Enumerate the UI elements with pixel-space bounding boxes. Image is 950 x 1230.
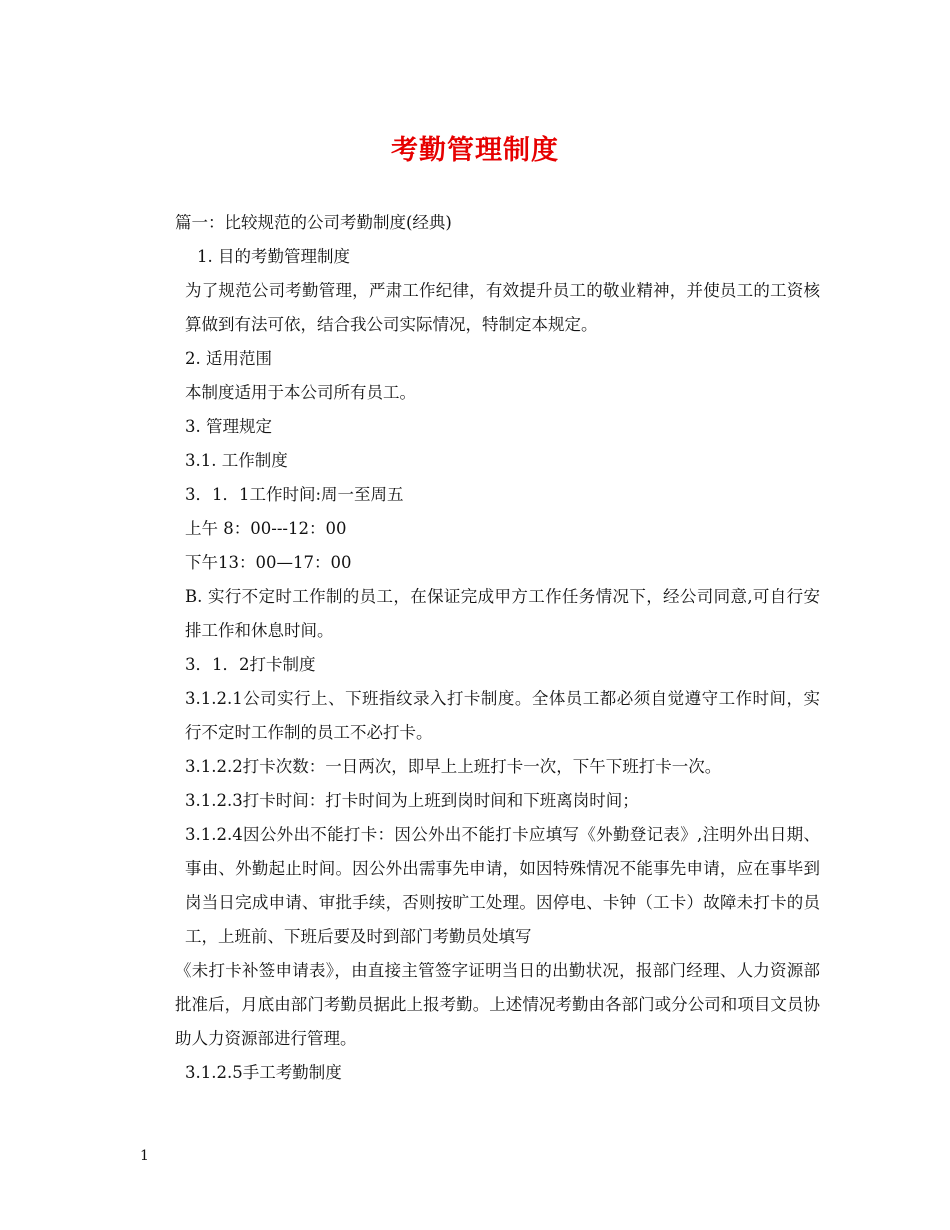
paragraph: 3．1．1工作时间:周一至周五 [185,485,404,504]
paragraph: 3. 管理规定 [185,417,272,436]
paragraph: 3.1.2.2打卡次数：一日两次，即早上上班打卡一次，下午下班打卡一次。 [185,757,722,776]
paragraph: 《未打卡补签申请表》，由直接主管签字证明当日的出勤状况，报部门经理、人力资源部批准后，月底由部门考勤员据此上报考勤。上述情况考勤由各部门或分公司和项目文员协助人力资源部进行管理。 [175,961,820,1048]
paragraph: 本制度适用于本公司所有员工。 [185,383,416,402]
paragraph: 为了规范公司考勤管理，严肃工作纪律，有效提升员工的敬业精神，并使员工的工资核算做到有法可依，结合我公司实际情况，特制定本规定。 [185,281,820,334]
paragraph: 1. 目的考勤管理制度 [197,247,350,266]
paragraph: 下午13：00—17：00 [185,553,352,572]
paragraph: 3.1. 工作制度 [185,451,288,470]
paragraph: 3．1．2打卡制度 [185,655,316,674]
paragraph: 上午 8：00---12：00 [185,519,347,538]
paragraph: 3.1.2.4因公外出不能打卡：因公外出不能打卡应填写《外勤登记表》,注明外出日期、事由、外勤起止时间。因公外出需事先申请，如因特殊情况不能事先申请，应在事毕到岗当日完成申请、审批手续，否则按旷工处理。因停电、卡钟（工卡）故障未打卡的员工，上班前、下班后要及时到部门考勤员处填写 [185,825,820,946]
paragraph: 3.1.2.3打卡时间：打卡时间为上班到岗时间和下班离岗时间； [185,791,639,810]
paragraph: 3.1.2.1公司实行上、下班指纹录入打卡制度。全体员工都必须自觉遵守工作时间，实行不定时工作制的员工不必打卡。 [185,689,820,742]
paragraph: 2. 适用范围 [185,349,272,368]
page-number: 1 [140,1148,149,1164]
document-title: 考勤管理制度 [391,135,559,166]
paragraph: 3.1.2.5手工考勤制度 [185,1063,342,1082]
paragraph: 篇一：比较规范的公司考勤制度(经典) [175,213,452,232]
paragraph: B. 实行不定时工作制的员工，在保证完成甲方工作任务情况下，经公司同意,可自行安排工作和休息时间。 [185,587,820,640]
document-body [140,206,820,1090]
